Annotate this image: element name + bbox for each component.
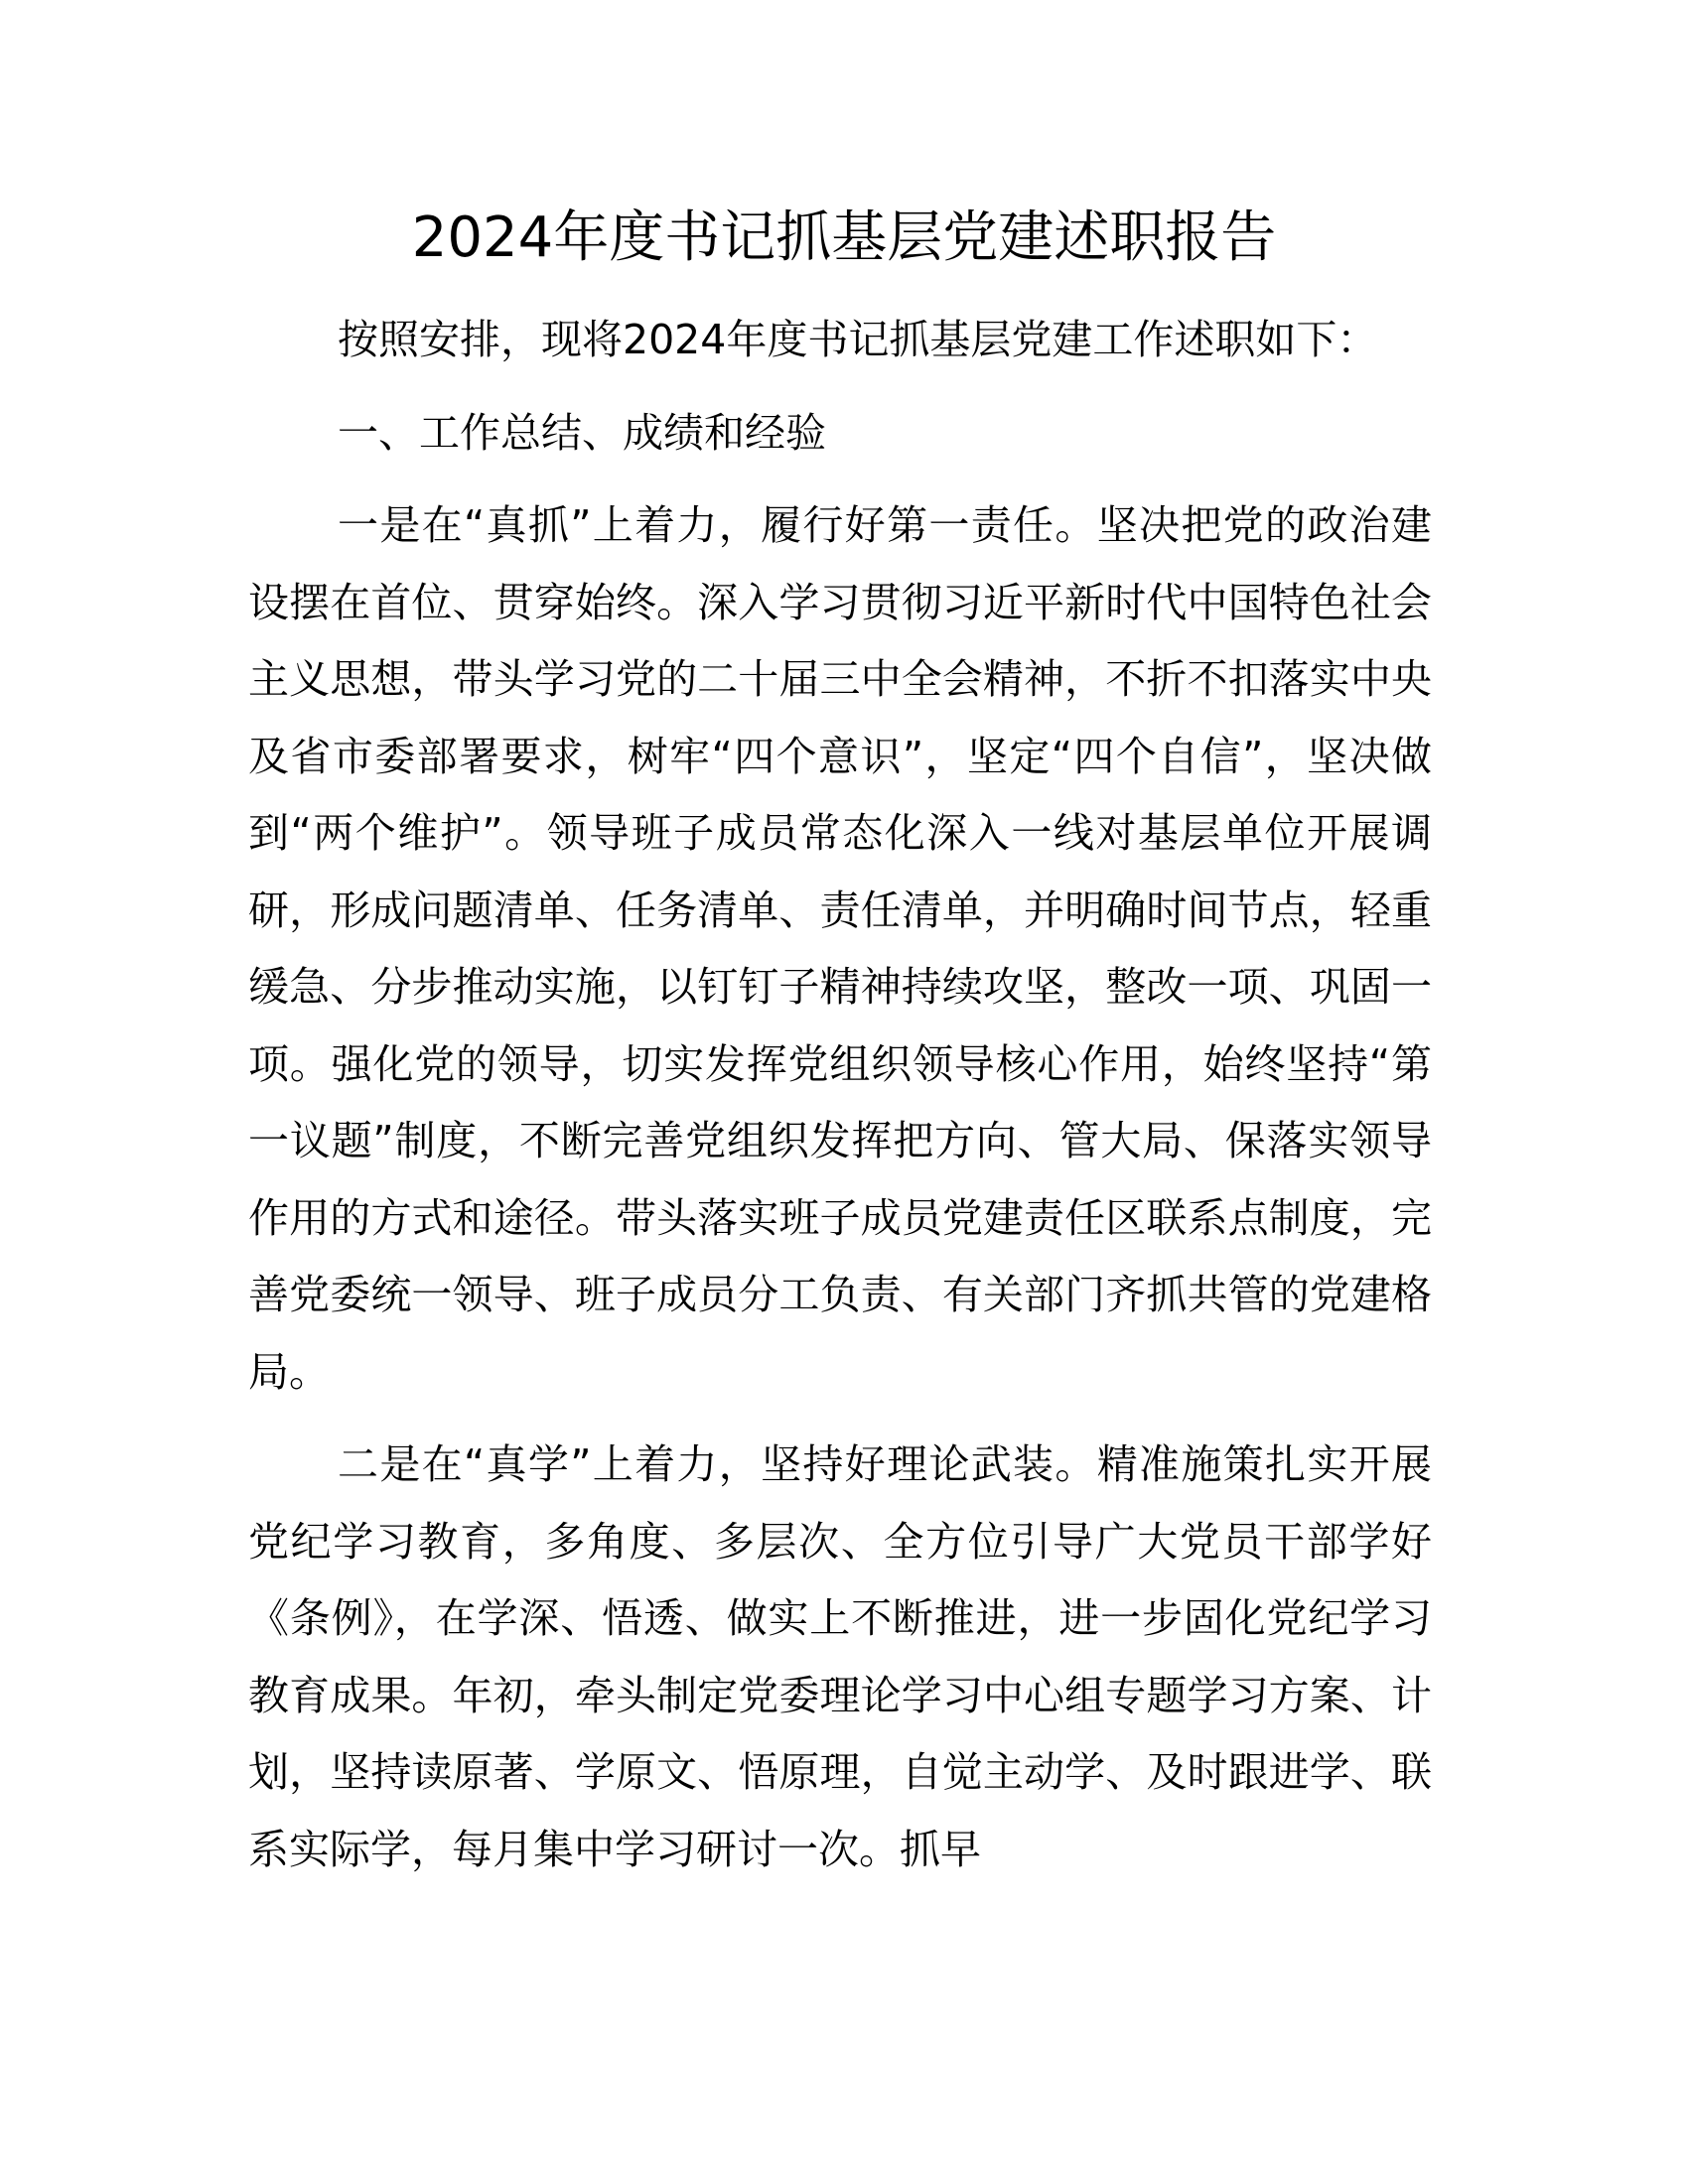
document-title: 2024年度书记抓基层党建述职报告 <box>411 205 1277 270</box>
intro-paragraph: 按照安排，现将2024年度书记抓基层党建工作述职如下： <box>338 316 1378 363</box>
paragraph-first-point: 一是在“真抓”上着力，履行好第一责任。坚决把党的政治建设摆在首位、贯穿始终。深入学习贯彻习近平新时代中国特色社会主义思想，带头学习党的二十届三中全会精神，不折不扣落实中央及省市委部署要求，树牢“四个意识”，坚定“四个自信”，坚决做到“两个维护”。领导班子成员常态化深入一线对基层单位开展调研，形成问题清单、任务清单、责任清单，并明确时间节点，轻重缓急、分步推动实施，以钉钉子精神持续攻坚，整改一项、巩固一项。强化党的领导，切实发挥党组织领导核心作用，始终坚持“第一议题”制度，不断完善党组织发挥把方向、管大局、保落实领导作用的方式和途径。带头落实班子成员党建责任区联系点制度，完善党委统一领导、班子成员分工负责、有关部门齐抓共管的党建格局。 <box>248 501 1432 1396</box>
document-body <box>248 302 1432 1888</box>
paragraph-second-point: 二是在“真学”上着力，坚持好理论武装。精准施策扎实开展党纪学习教育，多角度、多层次、全方位引导广大党员干部学好《条例》，在学深、悟透、做实上不断推进，进一步固化党纪学习教育成果。年初，牵头制定党委理论学习中心组专题学习方案、计划，坚持读原著、学原文、悟原理，自觉主动学、及时跟进学、联系实际学，每月集中学习研讨一次。抓早 <box>248 1440 1432 1873</box>
section-heading: 一、工作总结、成绩和经验 <box>338 408 826 457</box>
